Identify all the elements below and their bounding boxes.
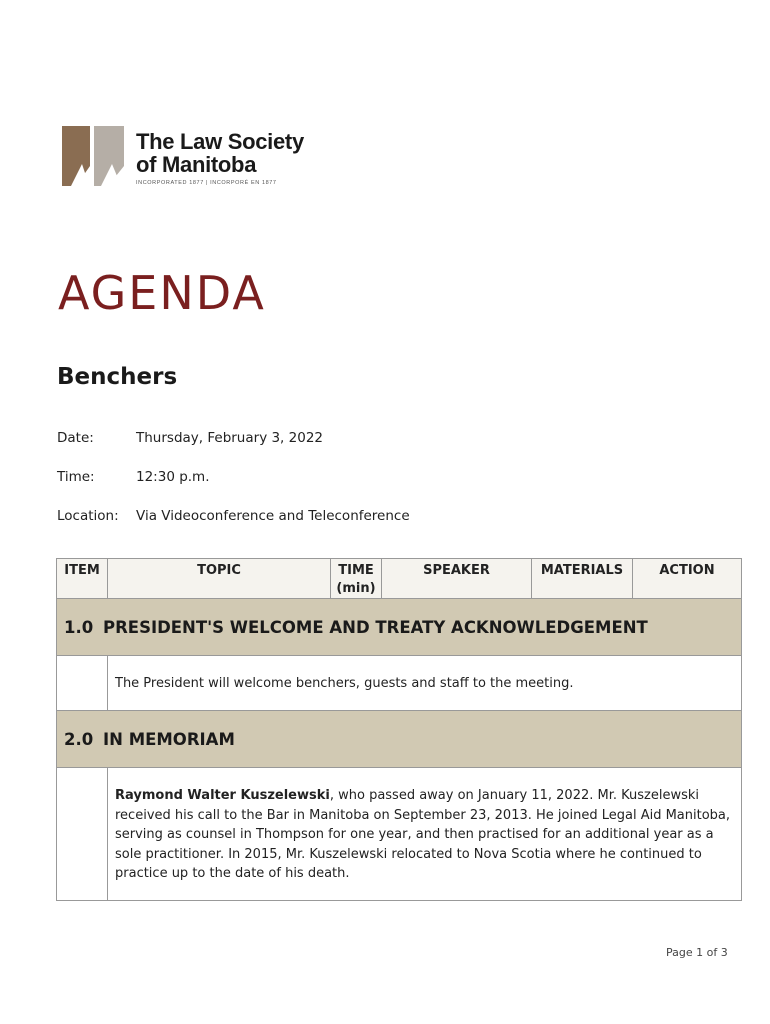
page-subtitle: Benchers	[57, 364, 178, 390]
time-label: Time:	[57, 469, 95, 485]
page-number: Page 1 of 3	[666, 946, 728, 959]
logo-name-line2: of Manitoba	[136, 152, 257, 177]
section-row	[57, 599, 742, 656]
content-item-cell	[57, 768, 108, 901]
content-row	[57, 768, 742, 901]
date-label: Date:	[57, 430, 94, 446]
logo-name-line1: The Law Society	[136, 129, 304, 154]
time-value: 12:30 p.m.	[136, 469, 210, 485]
section-row	[57, 711, 742, 768]
section-number: 2.0	[64, 729, 94, 749]
law-society-logo	[60, 126, 330, 190]
header-time	[331, 559, 382, 599]
section-heading	[57, 711, 742, 768]
section-number: 1.0	[64, 617, 94, 637]
section-heading	[57, 599, 742, 656]
logo-tagline: INCORPORATED 1877 | INCORPORÉ EN 1877	[136, 180, 277, 186]
content-row	[57, 656, 742, 711]
date-value: Thursday, February 3, 2022	[136, 430, 323, 446]
deceased-name: Raymond Walter Kuszelewski	[115, 788, 330, 803]
header-materials: MATERIALS	[532, 559, 633, 599]
header-action: ACTION	[633, 559, 742, 599]
page-title: AGENDA	[58, 266, 266, 320]
content-item-cell	[57, 656, 108, 711]
header-topic: TOPIC	[108, 559, 331, 599]
header-speaker: SPEAKER	[382, 559, 532, 599]
header-time-line1: TIME	[338, 563, 374, 578]
section-content: The President will welcome benchers, guests and staff to the meeting.	[108, 656, 742, 711]
header-time-line2: (min)	[336, 581, 376, 596]
section-content	[108, 768, 742, 901]
law-society-emblem-icon	[60, 126, 126, 190]
section-title: IN MEMORIAM	[103, 729, 235, 749]
logo-name	[136, 130, 304, 176]
table-header-row	[57, 559, 742, 599]
memoriam-text: , who passed away on January 11, 2022. Mr. Kuszelewski received his call to the Bar in Manitoba on September 23, 2013. He joined Legal Aid Manitoba, serving as counsel in Thompson for one year, and then practised for an additional year as a sole practitioner. In 2015, Mr. Kuszelewski relocated to Nova Scotia where he continued to practice up to the date of his death.	[115, 788, 731, 881]
agenda-table	[56, 558, 742, 901]
section-title: PRESIDENT'S WELCOME AND TREATY ACKNOWLEDGEMENT	[103, 617, 648, 637]
location-label: Location:	[57, 508, 119, 524]
header-item: ITEM	[57, 559, 108, 599]
location-value: Via Videoconference and Teleconference	[136, 508, 410, 524]
